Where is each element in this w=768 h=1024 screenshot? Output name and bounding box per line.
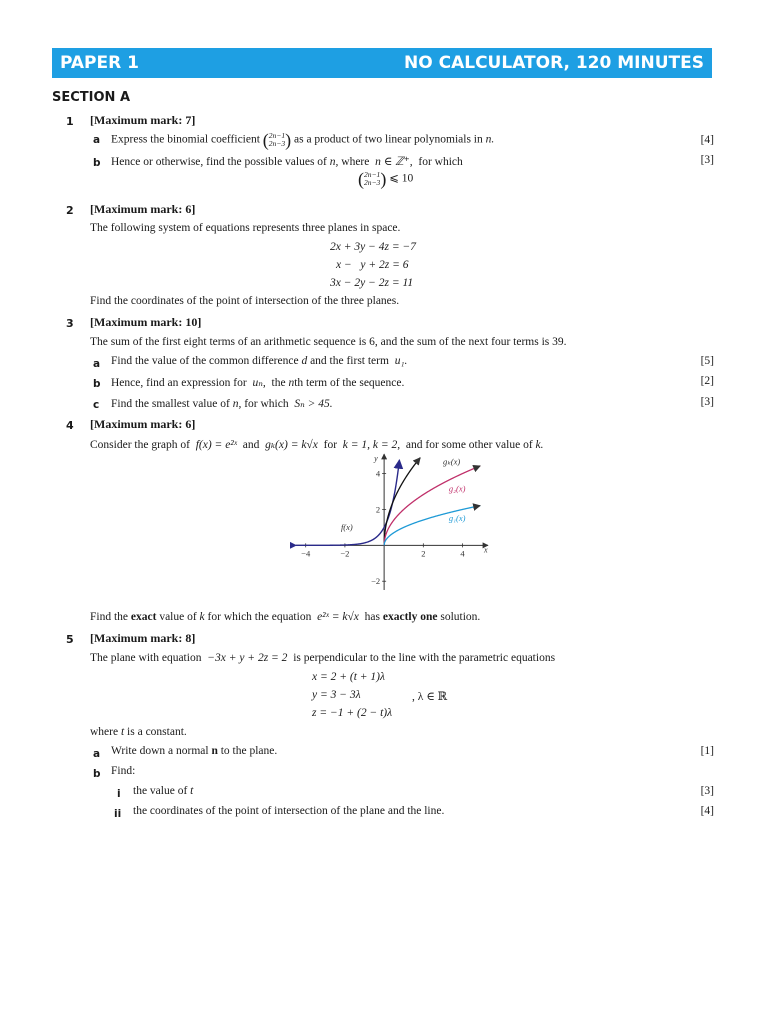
x-tick-label: −2 — [340, 548, 350, 559]
q5-intro: The plane with equation −3x + y + 2z = 2 is perpendicular to the line with the parametric equations — [90, 652, 556, 664]
question-3-number: 3 — [66, 317, 74, 330]
question-3-header: [Maximum mark: 10] — [90, 315, 202, 329]
q1-part-a-letter: a — [93, 134, 101, 146]
question-2-header: [Maximum mark: 6] — [90, 202, 196, 216]
q3-part-c-text: Find the smallest value of n, for which Sₙ > 45. — [111, 398, 333, 410]
question-4-number: 4 — [66, 419, 74, 432]
x-tick-label: 4 — [460, 548, 465, 559]
series-label: g₂(x) — [448, 483, 466, 494]
series-label: g₁(x) — [448, 513, 466, 524]
q2-equation-1: 2x + 3y − 4z = −7 — [330, 241, 416, 253]
q5-part-bii-letter: ii — [114, 808, 122, 820]
question-1-header: [Maximum mark: 7] — [90, 113, 196, 127]
series-label: f(x) — [340, 522, 353, 533]
q1-part-a-text: Express the binomial coefficient ( 2n−1 2n−3 ) as a product of two linear polynomials in n. — [111, 130, 495, 150]
y-axis-label: y — [374, 454, 378, 463]
q1-part-b-mark: [3] — [700, 154, 714, 166]
q5-part-a-mark: [1] — [700, 745, 714, 757]
q5-part-a-letter: a — [93, 748, 101, 760]
series-line-g — [384, 506, 480, 546]
q1-inequality: ( 2n−1 2n−3 ) ⩽ 10 — [358, 169, 414, 189]
question-5-header: [Maximum mark: 8] — [90, 631, 196, 645]
q5-part-b-text: Find: — [111, 765, 136, 777]
q5-part-a-text: Write down a normal n to the plane. — [111, 745, 278, 757]
q3-part-c-letter: c — [93, 399, 100, 411]
y-tick-label: 2 — [375, 504, 381, 515]
paper-title: PAPER 1 — [60, 53, 139, 73]
series-line-g — [384, 458, 420, 546]
q1-part-b-text: Hence or otherwise, find the possible values of n, where n ∈ ℤ⁺, for which — [111, 156, 463, 168]
series-label: gₖ(x) — [442, 456, 461, 467]
q2-intro: The following system of equations represents three planes in space. — [90, 222, 401, 234]
question-1-number: 1 — [66, 115, 74, 128]
q4-graph — [290, 452, 490, 592]
x-tick-label: 2 — [421, 548, 426, 559]
q3-part-a-mark: [5] — [700, 355, 714, 367]
q2-task: Find the coordinates of the point of intersection of the three planes. — [90, 295, 400, 307]
q3-part-b-text: Hence, find an expression for uₙ, the nth term of the sequence. — [111, 377, 405, 389]
question-4-header: [Maximum mark: 6] — [90, 417, 196, 431]
q1-binomial: ( 2n−1 2n−3 ) — [262, 130, 292, 150]
q5-param-x: x = 2 + (t + 1)λ — [312, 671, 385, 683]
q3-intro: The sum of the first eight terms of an arithmetic sequence is 6, and the sum of the next four terms is 39. — [90, 336, 567, 348]
y-tick-label: −2 — [371, 576, 381, 587]
q3-part-a-letter: a — [93, 358, 101, 370]
q5-part-bii-mark: [4] — [700, 805, 714, 817]
q2-equation-3: 3x − 2y − 2z = 11 — [330, 277, 414, 289]
q4-task: Find the exact value of k for which the equation e²ˣ = k√x has exactly one solution. — [90, 611, 481, 623]
q1-part-b-letter: b — [93, 157, 101, 169]
q5-lambda-domain: , λ ∈ ℝ — [412, 691, 448, 703]
paper-timing: NO CALCULATOR, 120 MINUTES — [404, 53, 704, 73]
q1-part-a-mark: [4] — [700, 134, 714, 146]
paper-banner — [52, 48, 712, 78]
y-tick-label: 4 — [375, 468, 381, 479]
question-2-number: 2 — [66, 204, 74, 217]
q3-part-a-text: Find the value of the common difference d and the first term u₁. — [111, 355, 408, 367]
q5-part-bi-mark: [3] — [700, 785, 714, 797]
q4-intro: Consider the graph of f(x) = e²ˣ and gₖ(x) = k√x for k = 1, k = 2, and for some other value of k. — [90, 439, 544, 451]
q5-part-b-letter: b — [93, 768, 101, 780]
q5-where: where t is a constant. — [90, 726, 187, 738]
q5-param-y: y = 3 − 3λ — [312, 689, 361, 701]
q3-part-b-letter: b — [93, 378, 101, 390]
q5-param-z: z = −1 + (2 − t)λ — [312, 707, 393, 719]
q3-part-c-mark: [3] — [700, 396, 714, 408]
q5-part-bi-letter: i — [117, 788, 121, 800]
x-tick-label: −4 — [301, 548, 311, 559]
x-axis-label: x — [484, 545, 488, 555]
question-5-number: 5 — [66, 633, 74, 646]
q3-part-b-mark: [2] — [700, 375, 714, 387]
section-title: SECTION A — [52, 90, 131, 105]
q5-part-bii-text: the coordinates of the point of intersection of the plane and the line. — [133, 805, 445, 817]
q5-part-bi-text: the value of t — [133, 785, 194, 797]
q2-equation-2: x − y + 2z = 6 — [336, 259, 409, 271]
series-line-g — [384, 466, 480, 545]
